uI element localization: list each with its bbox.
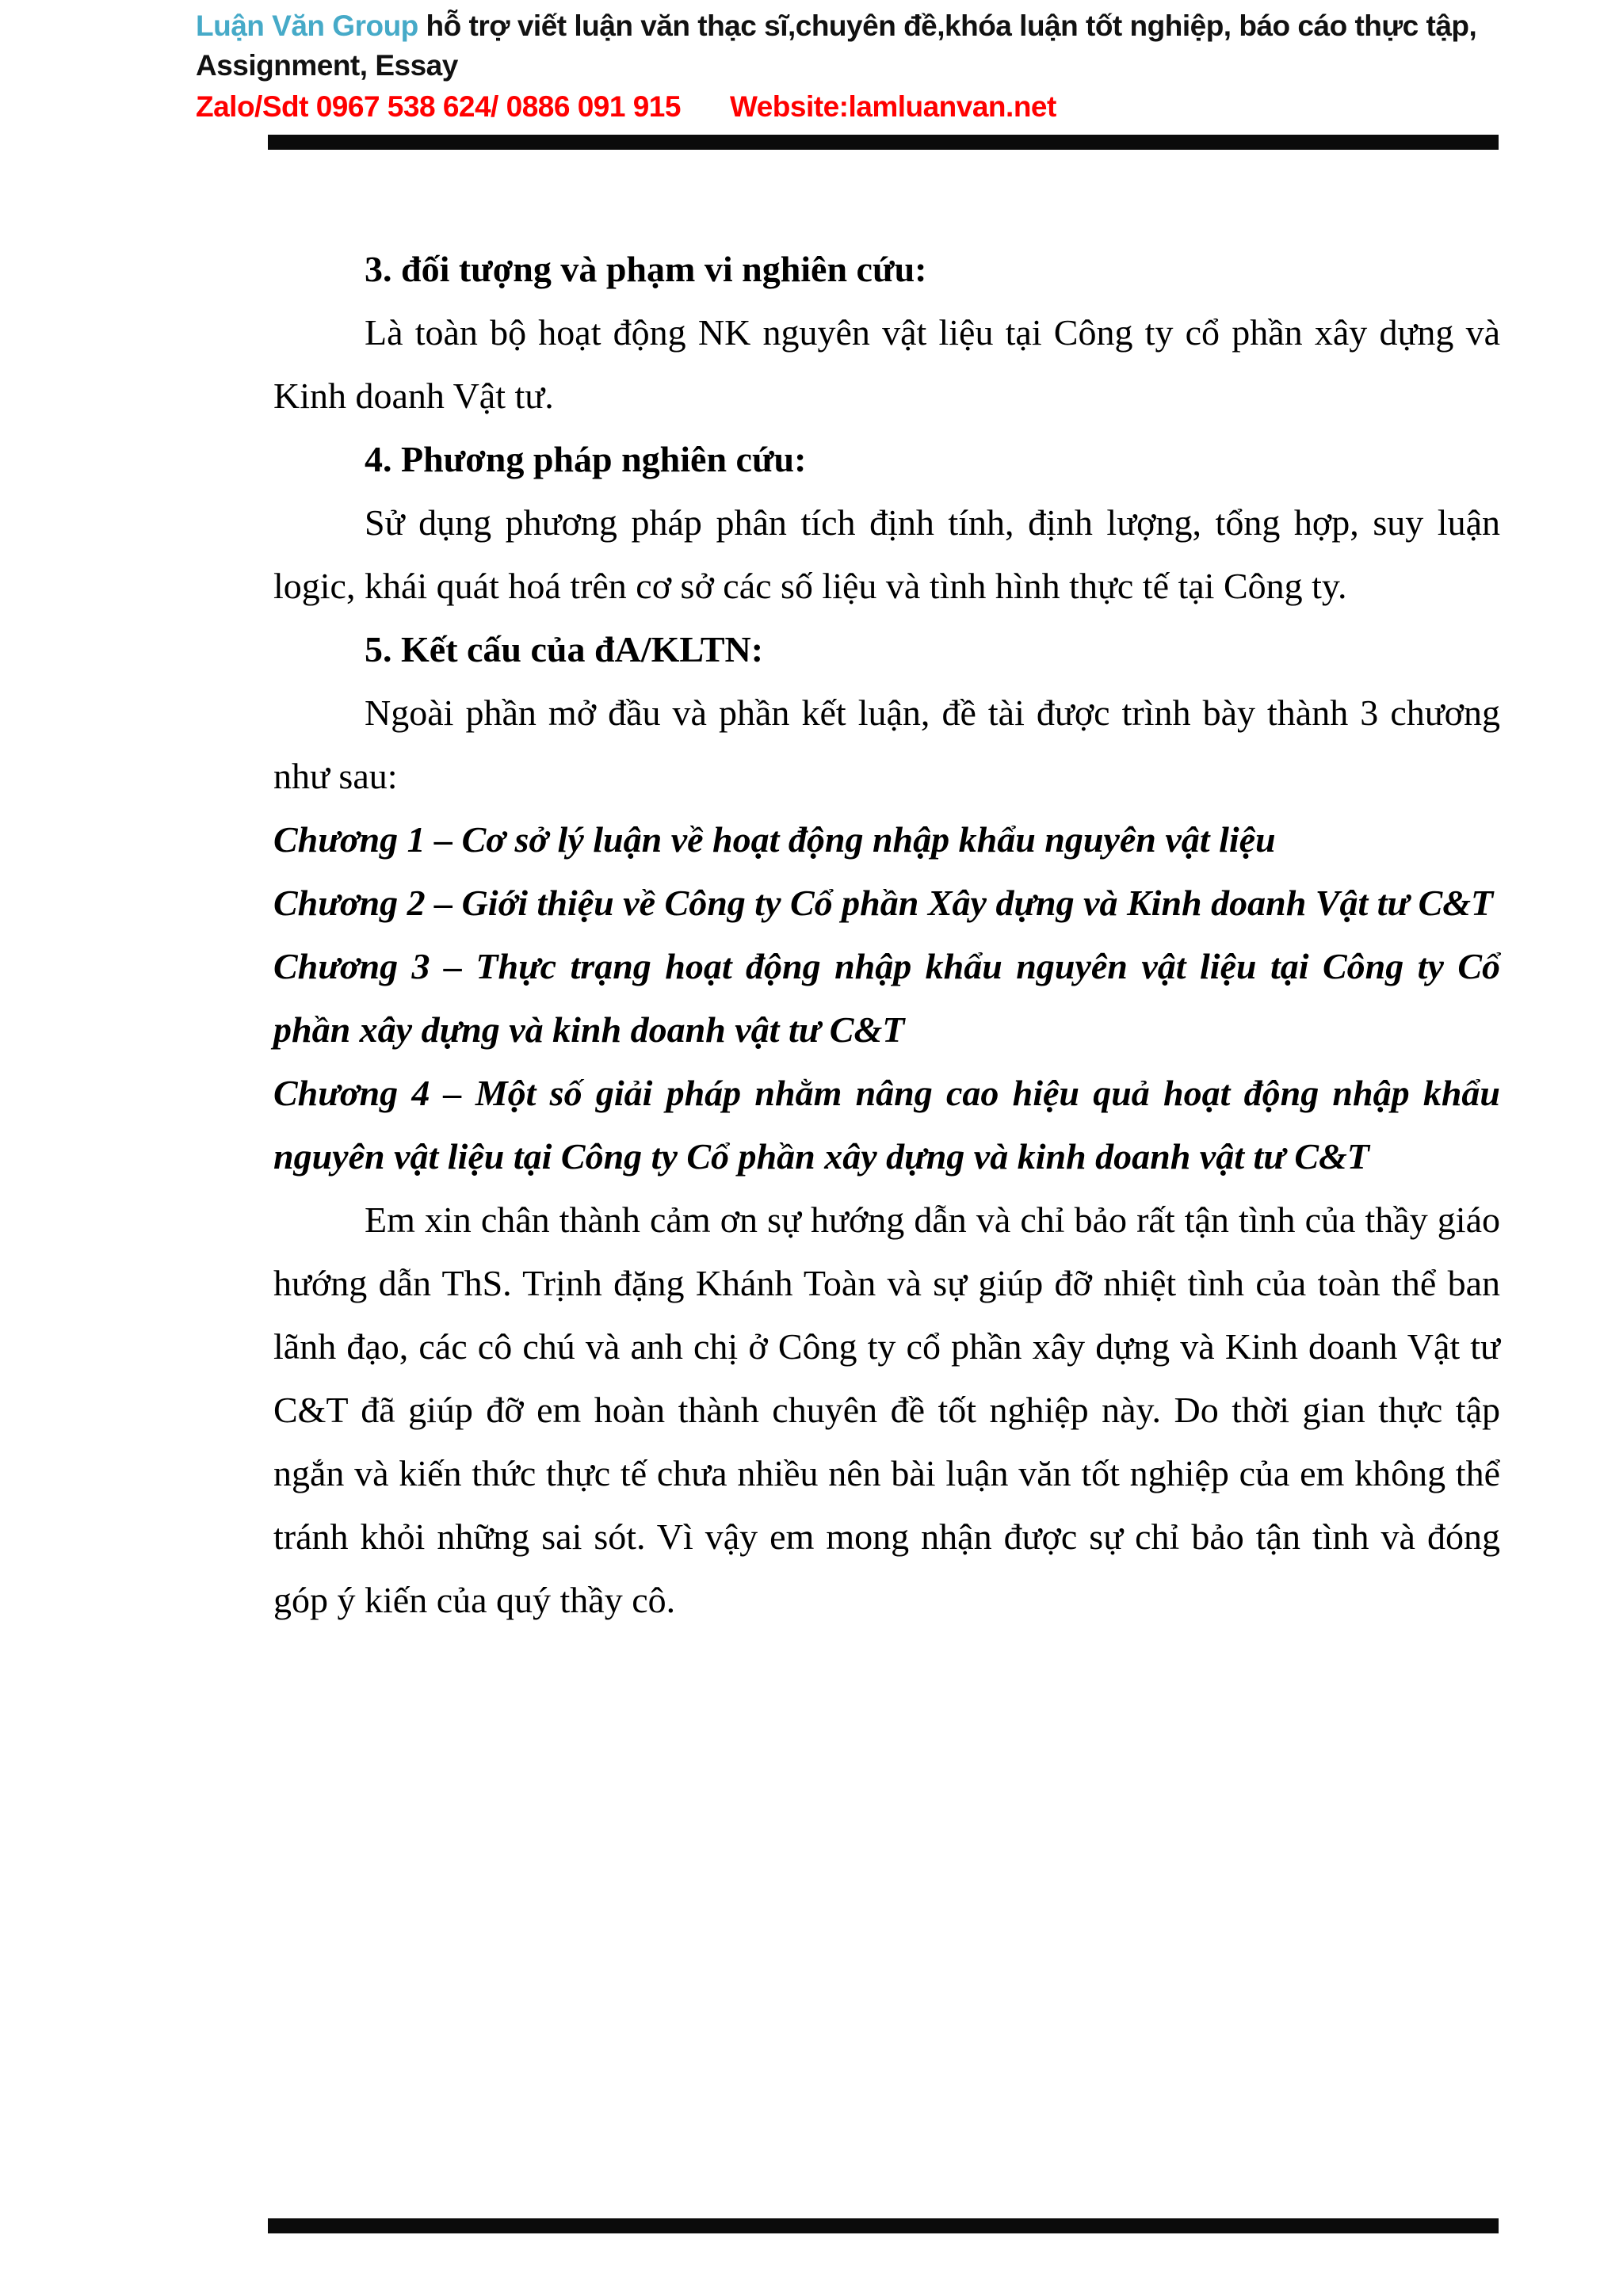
section-heading: 3. đối tượng và phạm vi nghiên cứu: [365,249,927,289]
header-divider-line [268,135,1499,150]
chapter-line: Chương 1 – Cơ sở lý luận về hoạt động nhập khẩu nguyên vật liệu [273,819,1276,860]
paragraph: Em xin chân thành cảm ơn sự hướng dẫn và chỉ bảo rất tận tình của thầy giáo hướng dẫn ThS. Trịnh đặng Khánh Toàn và sự giúp đỡ nhiệt tình của toàn thể ban lãnh đạo, các cô chú và anh chị ở Công ty cổ phần xây dựng và Kinh doanh Vật tư C&T đã giúp đỡ em hoàn thành chuyên đề tốt nghiệp này. Do thời gian thực tập ngắn và kiến thức thực tế chưa nhiều nên bài luận văn tốt nghiệp của em không thể tránh khỏi những sai sót. Vì vậy em mong nhận được sự chỉ bảo tận tình và đóng góp ý kiến của quý thầy cô. [273,1199,1500,1620]
brand-name: Luận Văn Group [196,10,418,42]
document-body [273,238,1500,1632]
contact-phone: Zalo/Sdt 0967 538 624/ 0886 091 915 [196,90,681,123]
footer-divider-line [268,2218,1499,2233]
chapter-line: Chương 4 – Một số giải pháp nhằm nâng cao hiệu quả hoạt động nhập khẩu nguyên vật liệu tại Công ty Cổ phần xây dựng và kinh doanh vật tư C&T [273,1073,1500,1177]
website-text: Website:lamluanvan.net [729,90,1056,123]
chapter-line: Chương 3 – Thực trạng hoạt động nhập khẩu nguyên vật liệu tại Công ty Cổ phần xây dựng và kinh doanh vật tư C&T [273,946,1500,1050]
header-banner [196,6,1592,86]
chapter-line: Chương 2 – Giới thiệu về Công ty Cổ phần Xây dựng và Kinh doanh Vật tư C&T [273,883,1494,923]
paragraph: Ngoài phần mở đầu và phần kết luận, đề tài được trình bày thành 3 chương như sau: [273,692,1500,796]
contact-line [196,89,1056,125]
header-tagline: hỗ trợ viết luận văn thạc sĩ,chuyên đề,khóa luận tốt nghiệp, báo cáo thực tập, Assignment, Essay [196,10,1477,82]
section-heading: 4. Phương pháp nghiên cứu: [365,439,807,479]
section-heading: 5. Kết cấu của đA/KLTN: [365,629,764,669]
paragraph: Sử dụng phương pháp phân tích định tính, định lượng, tổng hợp, suy luận logic, khái quát hoá trên cơ sở các số liệu và tình hình thực tế tại Công ty. [273,502,1500,606]
paragraph: Là toàn bộ hoạt động NK nguyên vật liệu tại Công ty cổ phần xây dựng và Kinh doanh Vật tư. [273,312,1500,416]
